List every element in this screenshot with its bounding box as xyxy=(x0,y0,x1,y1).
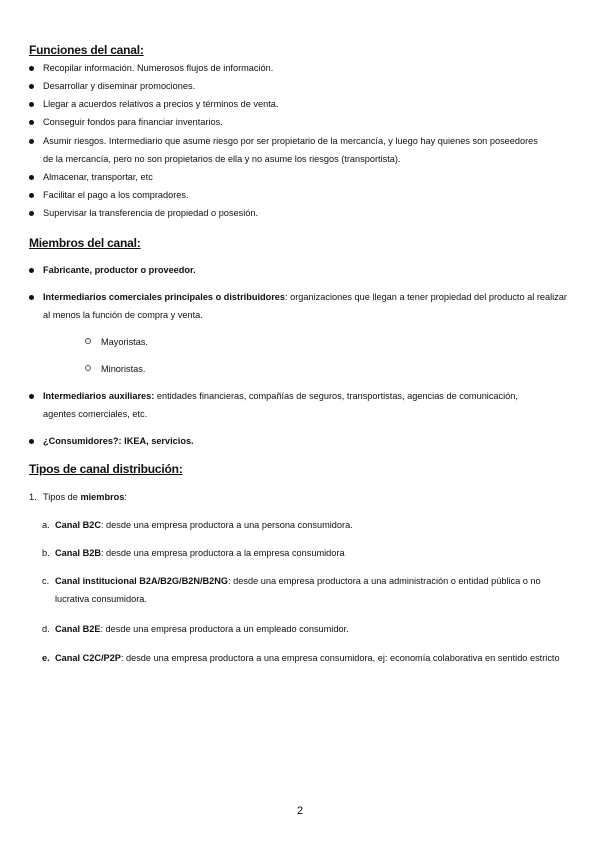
list-item: Facilitar el pago a los compradores. xyxy=(29,186,569,204)
heading-funciones: Funciones del canal: xyxy=(29,43,144,57)
list-item: Almacenar, transportar, etc xyxy=(29,168,569,186)
bullet-icon xyxy=(29,268,34,273)
circle-bullet-icon xyxy=(85,338,91,344)
list-item: Llegar a acuerdos relativos a precios y términos de venta. xyxy=(29,95,569,113)
bullet-icon xyxy=(29,84,34,89)
list-item: Intermediarios auxiliares: entidades financieras, compañías de seguros, transportistas, agencias de comunicación, agentes comerciales, etc. xyxy=(29,387,529,423)
heading-miembros: Miembros del canal: xyxy=(29,236,141,250)
list-item: Supervisar la transferencia de propiedad o posesión. xyxy=(29,204,569,222)
bullet-icon xyxy=(29,66,34,71)
lettered-item: c. Canal institucional B2A/B2G/B2N/B2NG: desde una empresa productora a una administración o entidad pública o no lucrativa consumidora. xyxy=(42,576,541,604)
bullet-icon xyxy=(29,175,34,180)
list-item: Desarrollar y diseminar promociones. xyxy=(29,77,569,95)
lettered-item: b. Canal B2B: desde una empresa productora a la empresa consumidora xyxy=(42,548,345,558)
heading-tipos: Tipos de canal distribución: xyxy=(29,462,183,476)
lettered-item: d. Canal B2E: desde una empresa productora a un empleado consumidor. xyxy=(42,624,349,634)
circle-bullet-icon xyxy=(85,365,91,371)
list-item: Fabricante, productor o proveedor. xyxy=(29,261,569,279)
bullet-icon xyxy=(29,295,34,300)
sub-list-item: Mayoristas. xyxy=(85,333,148,351)
page-number: 2 xyxy=(296,805,304,817)
bullet-icon xyxy=(29,139,34,144)
lettered-item: a. Canal B2C: desde una empresa productora a una persona consumidora. xyxy=(42,520,353,530)
numbered-item: 1. Tipos de miembros: xyxy=(29,492,127,502)
bullet-icon xyxy=(29,193,34,198)
bullet-icon xyxy=(29,439,34,444)
bullet-icon xyxy=(29,394,34,399)
list-item: Intermediarios comerciales principales o distribuidores: organizaciones que llegan a tener propiedad del producto al realizar al menos la función de compra y venta. xyxy=(29,288,569,324)
list-item: Asumir riesgos. Intermediario que asume riesgo por ser propietario de la mercancía, y luego hay quienes son poseedores de la mercancía, pero no son propietarios de ella y no asume los riesgos (transportista). xyxy=(29,132,549,168)
sub-list-item: Minoristas. xyxy=(85,360,145,378)
bullet-icon xyxy=(29,120,34,125)
list-item: ¿Consumidores?: IKEA, servicios. xyxy=(29,432,569,450)
bullet-icon xyxy=(29,211,34,216)
list-item: Conseguir fondos para financiar inventarios. xyxy=(29,113,569,131)
bullet-icon xyxy=(29,102,34,107)
list-item: Recopilar información. Numerosos flujos de información. xyxy=(29,59,569,77)
lettered-item: e. Canal C2C/P2P: desde una empresa productora a una empresa consumidora, ej: economía colaborativa en sentido estricto xyxy=(42,653,560,663)
